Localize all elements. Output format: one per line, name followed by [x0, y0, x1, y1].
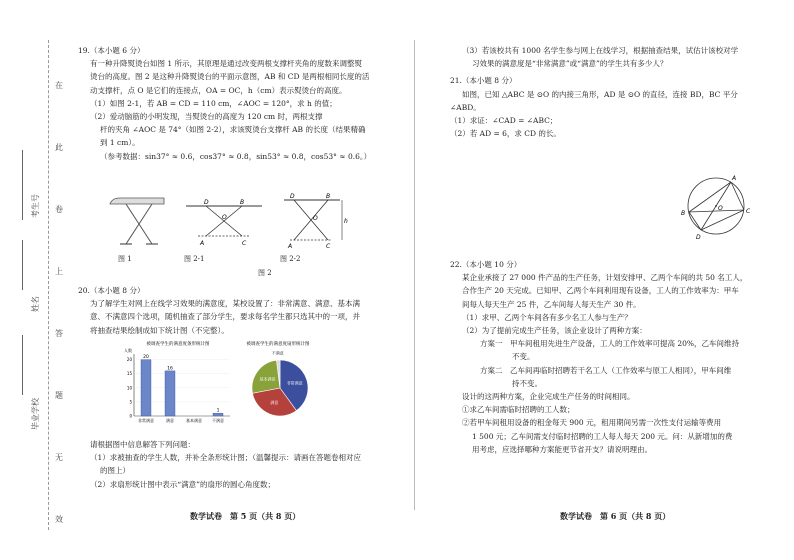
- q19-text: 动支撑杆，点 O 是它们的连接点，OA = OC，h（cm）表示熨烫台的高度。: [90, 85, 347, 95]
- binding-char: 效: [55, 515, 63, 524]
- q22-text: 间每人每天生产 25 件，乙车间每人每天生产 30 件。: [462, 299, 641, 309]
- label-a: A: [200, 240, 205, 247]
- q21-sub2: （2）若 AD = 6，求 CD 的长。: [450, 129, 561, 139]
- circle-figure: [676, 172, 756, 244]
- label-o: O: [718, 205, 723, 212]
- figure-2-1: [180, 196, 270, 248]
- q20-text: 为了解学生对网上在线学习效果的满意度，某校设置了：非常满意、满意、基本满: [90, 299, 360, 309]
- q22-plan-a: 方案一 甲车间租用先进生产设备，工人的工作效率可提高 20%，乙车间维持: [480, 339, 740, 349]
- label-b: B: [681, 210, 686, 217]
- x-tick-label: 非常满意: [138, 418, 154, 423]
- name-line: [22, 240, 23, 290]
- right-column: [450, 44, 780, 140]
- q19-sub2: （2）爱动脑筋的小明发现，当熨烫台的高度为 120 cm 时，两根支撑: [90, 112, 323, 122]
- pie-label: 满意: [270, 399, 279, 405]
- q20-text: 将抽查结果绘制成如下统计图（不完整）。: [90, 325, 229, 335]
- q22-item1: ①求乙车间需临时招聘的工人数；: [462, 405, 575, 415]
- label-a: A: [732, 175, 737, 182]
- binding-char: 题: [55, 391, 63, 400]
- y-axis-label: 人数: [124, 348, 132, 353]
- pie-label: 不满意: [271, 350, 284, 356]
- figure-1-caption: 图 1: [118, 255, 132, 263]
- y-tick-label: 5: [129, 399, 132, 405]
- figure-1-ironing-board: [108, 192, 168, 250]
- figure-2-1-caption: 图 2-1: [184, 255, 205, 263]
- binding-char: 此: [55, 143, 63, 152]
- q21-text: 如图，已知 △ABC 是 ⊙O 的内接三角形，AD 是 ⊙O 的直径，连接 BD，BC 平分: [462, 89, 738, 99]
- figure-2-2: [280, 192, 352, 250]
- label-d: D: [696, 234, 701, 241]
- binding-char: 答: [55, 329, 63, 338]
- q20-questions: [78, 438, 410, 491]
- q20-sub1: （1）求被抽查的学生人数，并补全条形统计图；（温馨提示：请画在答题卷相对应: [90, 453, 362, 463]
- q19-sub2: 杆的夹角 ∠AOC 是 74°（如图 2-2），求该熨烫台支撑杆 AB 的长度（结果精确: [100, 125, 366, 135]
- bar-value-label: 20: [143, 355, 149, 361]
- page-divider: [414, 40, 415, 510]
- name-label: 姓名: [31, 296, 40, 312]
- binding-char: 卷: [55, 205, 63, 214]
- footer-left: 数学试卷 第 5 页（共 8 页）: [190, 511, 301, 521]
- q22-plan-a: 不变。: [512, 352, 535, 362]
- school-label: 毕业学校: [31, 398, 40, 430]
- pie-label: 基本满意: [259, 376, 276, 382]
- q19-sub2: 到 1 cm）。: [100, 138, 140, 148]
- q19-text: 烫台的高度。图 2 是这种升降熨烫台的平面示意图，AB 和 CD 是两根相同长度的活: [90, 72, 370, 82]
- q19-sub1: （1）如图 2-1，若 AB = CD = 110 cm，∠AOC = 120°，求 h 的值；: [90, 98, 337, 108]
- seat-number-label: 考生号: [31, 194, 40, 218]
- label-a: A: [288, 243, 293, 250]
- q21-heading: 21.（本小题 8 分）: [450, 76, 517, 86]
- q22-item2: 1 500 元；乙车间需支付临时招聘的工人每人每天 200 元。问：从新增加的费: [472, 431, 733, 441]
- bar-value-label: 16: [167, 366, 173, 372]
- q22-text: 合作生产 20 天完成。已知甲、乙两个车间利用现有设备，工人的工作效率为：甲车: [462, 286, 739, 296]
- y-tick-label: 15: [126, 371, 132, 377]
- q20-heading: 20.（本小题 8 分）: [78, 286, 145, 295]
- y-tick-label: 10: [126, 385, 132, 391]
- label-c: C: [326, 243, 331, 250]
- q20-sub1: 的图上）: [100, 466, 130, 476]
- y-tick-label: 0: [129, 413, 132, 419]
- q22-item2: ②若甲车间租用设备的租金每天 900 元，租用期间另需一次性支付运输等费用: [462, 418, 722, 428]
- x-tick-label: 满意: [166, 418, 174, 423]
- pie-label: 非常满意: [286, 380, 303, 386]
- figure-2-caption: 图 2: [258, 269, 272, 277]
- binding-gutter: [0, 0, 72, 560]
- y-tick-label: 20: [126, 357, 132, 363]
- bar-1: [165, 371, 175, 416]
- label-b: B: [240, 199, 245, 206]
- q19-heading: 19.（本小题 6 分）: [78, 46, 145, 55]
- bar-value-label: 1: [216, 408, 220, 414]
- q22-plan-b: 持不变。: [512, 378, 542, 388]
- q20-sub2: （2）求扇形统计图中表示“满意”的扇形的圆心角度数；: [90, 479, 275, 489]
- q22-heading: 22.（本小题 10 分）: [450, 260, 522, 269]
- pie-chart: [238, 338, 318, 430]
- q20-block: [78, 284, 410, 337]
- q20-sub3: （3）若该校共有 1000 名学生参与网上在线学习，根据抽查结果，试估计该校对学: [462, 46, 739, 55]
- label-d: D: [290, 193, 295, 200]
- q22-sub2: （2）为了提前完成生产任务，该企业设计了两种方案：: [462, 326, 647, 336]
- q20-sub3: 习效果的满意度是“非常满意”或“满意”的学生共有多少人？: [472, 59, 668, 69]
- binding-char: 无: [55, 453, 63, 462]
- pie-chart-title: 被调查学生的满意度扇形统计图: [246, 342, 310, 347]
- seat-line: [22, 150, 23, 220]
- x-tick-label: 基本满意: [186, 418, 202, 423]
- q22-plan-b: 方案二 乙车间再临时招聘若干名工人（工作效率与原工人相同），甲车间维: [480, 365, 732, 375]
- school-line: [22, 335, 23, 395]
- q20-text: 意、不满意四个选项，随机抽查了部分学生，要求每名学生都只选其中的一项，并: [90, 312, 360, 322]
- q22-sub1: （1）求甲、乙两个车间各有多少名工人参与生产？: [462, 312, 632, 322]
- binding-char: 上: [55, 267, 63, 276]
- left-column: [78, 44, 410, 163]
- figure-2-2-caption: 图 2-2: [280, 255, 301, 263]
- q22-item2: 用考虑，应选择哪种方案能更节省开支？请说明理由。: [472, 444, 652, 454]
- bar-0: [141, 360, 151, 416]
- x-tick-label: 不满意: [212, 418, 224, 423]
- bar-chart: [118, 338, 236, 430]
- bar-chart-title: 被调查学生的满意度条形统计图: [146, 342, 210, 347]
- q19-text: 有一种升降熨烫台如图 1 所示，其原理是通过改变两根支撑杆夹角的度数来调整熨: [90, 59, 363, 69]
- q19-reference: （参考数据：sin37° ≈ 0.6，cos37° ≈ 0.8，sin53° ≈ 0.8，cos53° ≈ 0.6。）: [100, 151, 372, 161]
- label-c: C: [746, 208, 751, 215]
- q21-sub1: （1）求证：∠CAD = ∠ABC；: [450, 116, 558, 126]
- label-o: O: [313, 215, 318, 222]
- label-h: h: [344, 218, 348, 225]
- q21-text: ∠ABD。: [450, 102, 481, 112]
- label-b: B: [326, 193, 331, 200]
- q22-text: 设计的这两种方案，企业完成生产任务的时间相同。: [462, 392, 635, 402]
- label-o: O: [222, 214, 227, 221]
- footer-right: 数学试卷 第 6 页（共 8 页）: [560, 511, 671, 521]
- label-d: D: [204, 199, 209, 206]
- label-c: C: [242, 240, 247, 247]
- q22-block: [450, 258, 780, 456]
- q20-prompt: 请根据图中信息解答下列问题：: [90, 440, 195, 449]
- binding-char: 在: [55, 81, 63, 90]
- q22-text: 某企业承接了 27 000 件产品的生产任务，计划安排甲、乙两个车间的共 50 名工人，: [462, 273, 748, 283]
- binding-line: [48, 40, 49, 530]
